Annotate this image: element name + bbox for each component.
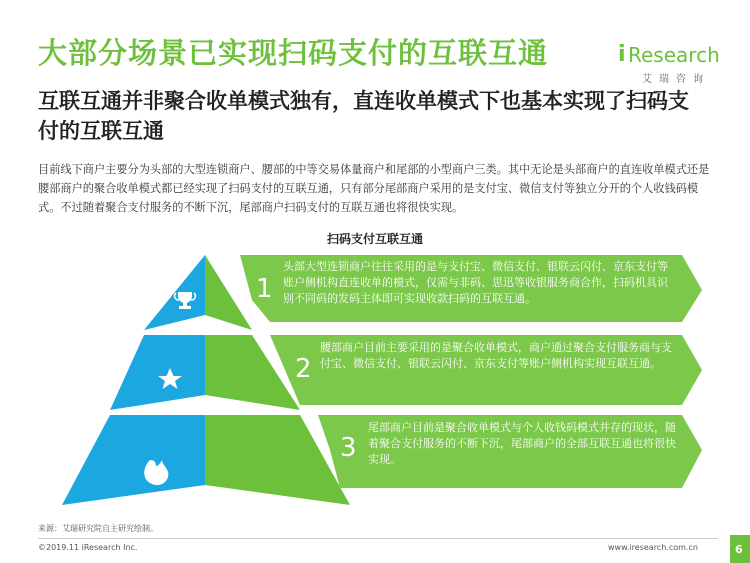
layer-3-text: 尾部商户目前是聚合收单模式与个人收钱码模式并存的现状，随着聚合支付服务的不断下沉，尾部商户的全部互联互通也将很快实现。: [368, 421, 676, 466]
pyramid-layer-1-left-face: [144, 255, 205, 330]
slide-subtitle: 互联互通并非聚合收单模式独有，直连收单模式下也基本实现了扫码支付的互联互通: [38, 89, 689, 143]
layer-2-number: 2: [295, 354, 312, 384]
logo-i-mark: i: [618, 42, 626, 67]
body-paragraph: 目前线下商户主要分为头部的大型连锁商户、腰部的中等交易体量商户和尾部的小型商户三类。其中无论是头部商户的直连收单模式还是腰部商户的聚合收单模式都已经实现了扫码支付的互联互通，只有部分尾部商户采用的是支付宝、微信支付等独立分开的个人收钱码模式。不过随着聚合支付服务的不断下沉，尾部商户扫码支付的互联互通也将很快实现。: [38, 163, 710, 214]
layer-1-number: 1: [256, 274, 273, 304]
diagram-title: 扫码支付互联互通: [326, 232, 423, 246]
logo-word: Research: [628, 43, 720, 67]
source-note: 来源：艾瑞研究院自主研究绘制。: [38, 524, 158, 533]
layer-3-number: 3: [340, 433, 357, 463]
footer-copyright: ©2019.11 iResearch Inc.: [38, 543, 138, 552]
footer-divider: [38, 538, 718, 539]
slide-title: 大部分场景已实现扫码支付的互联互通: [38, 36, 549, 70]
footer-url: www.iresearch.com.cn: [608, 543, 698, 552]
layer-1-text: 头部大型连锁商户往往采用的是与支付宝、微信支付、银联云闪付、京东支付等账户侧机构直连收单的模式，仅需与非码、思迅等收银服务商合作，扫码机具识别不同码的发码主体即可实现收款扫码的互联互通。: [283, 260, 668, 305]
layer-2-text: 腰部商户目前主要采用的是聚合收单模式，商户通过聚合支付服务商与支付宝、微信支付、银联云闪付、京东支付等账户侧机构实现互联互通。: [320, 341, 672, 370]
page-number: 6: [735, 543, 743, 556]
pyramid-layer-2-left-face: [110, 335, 205, 410]
logo-subtext: 艾瑞咨询: [642, 74, 710, 85]
pyramid-layer-3-left-face: [62, 415, 205, 505]
